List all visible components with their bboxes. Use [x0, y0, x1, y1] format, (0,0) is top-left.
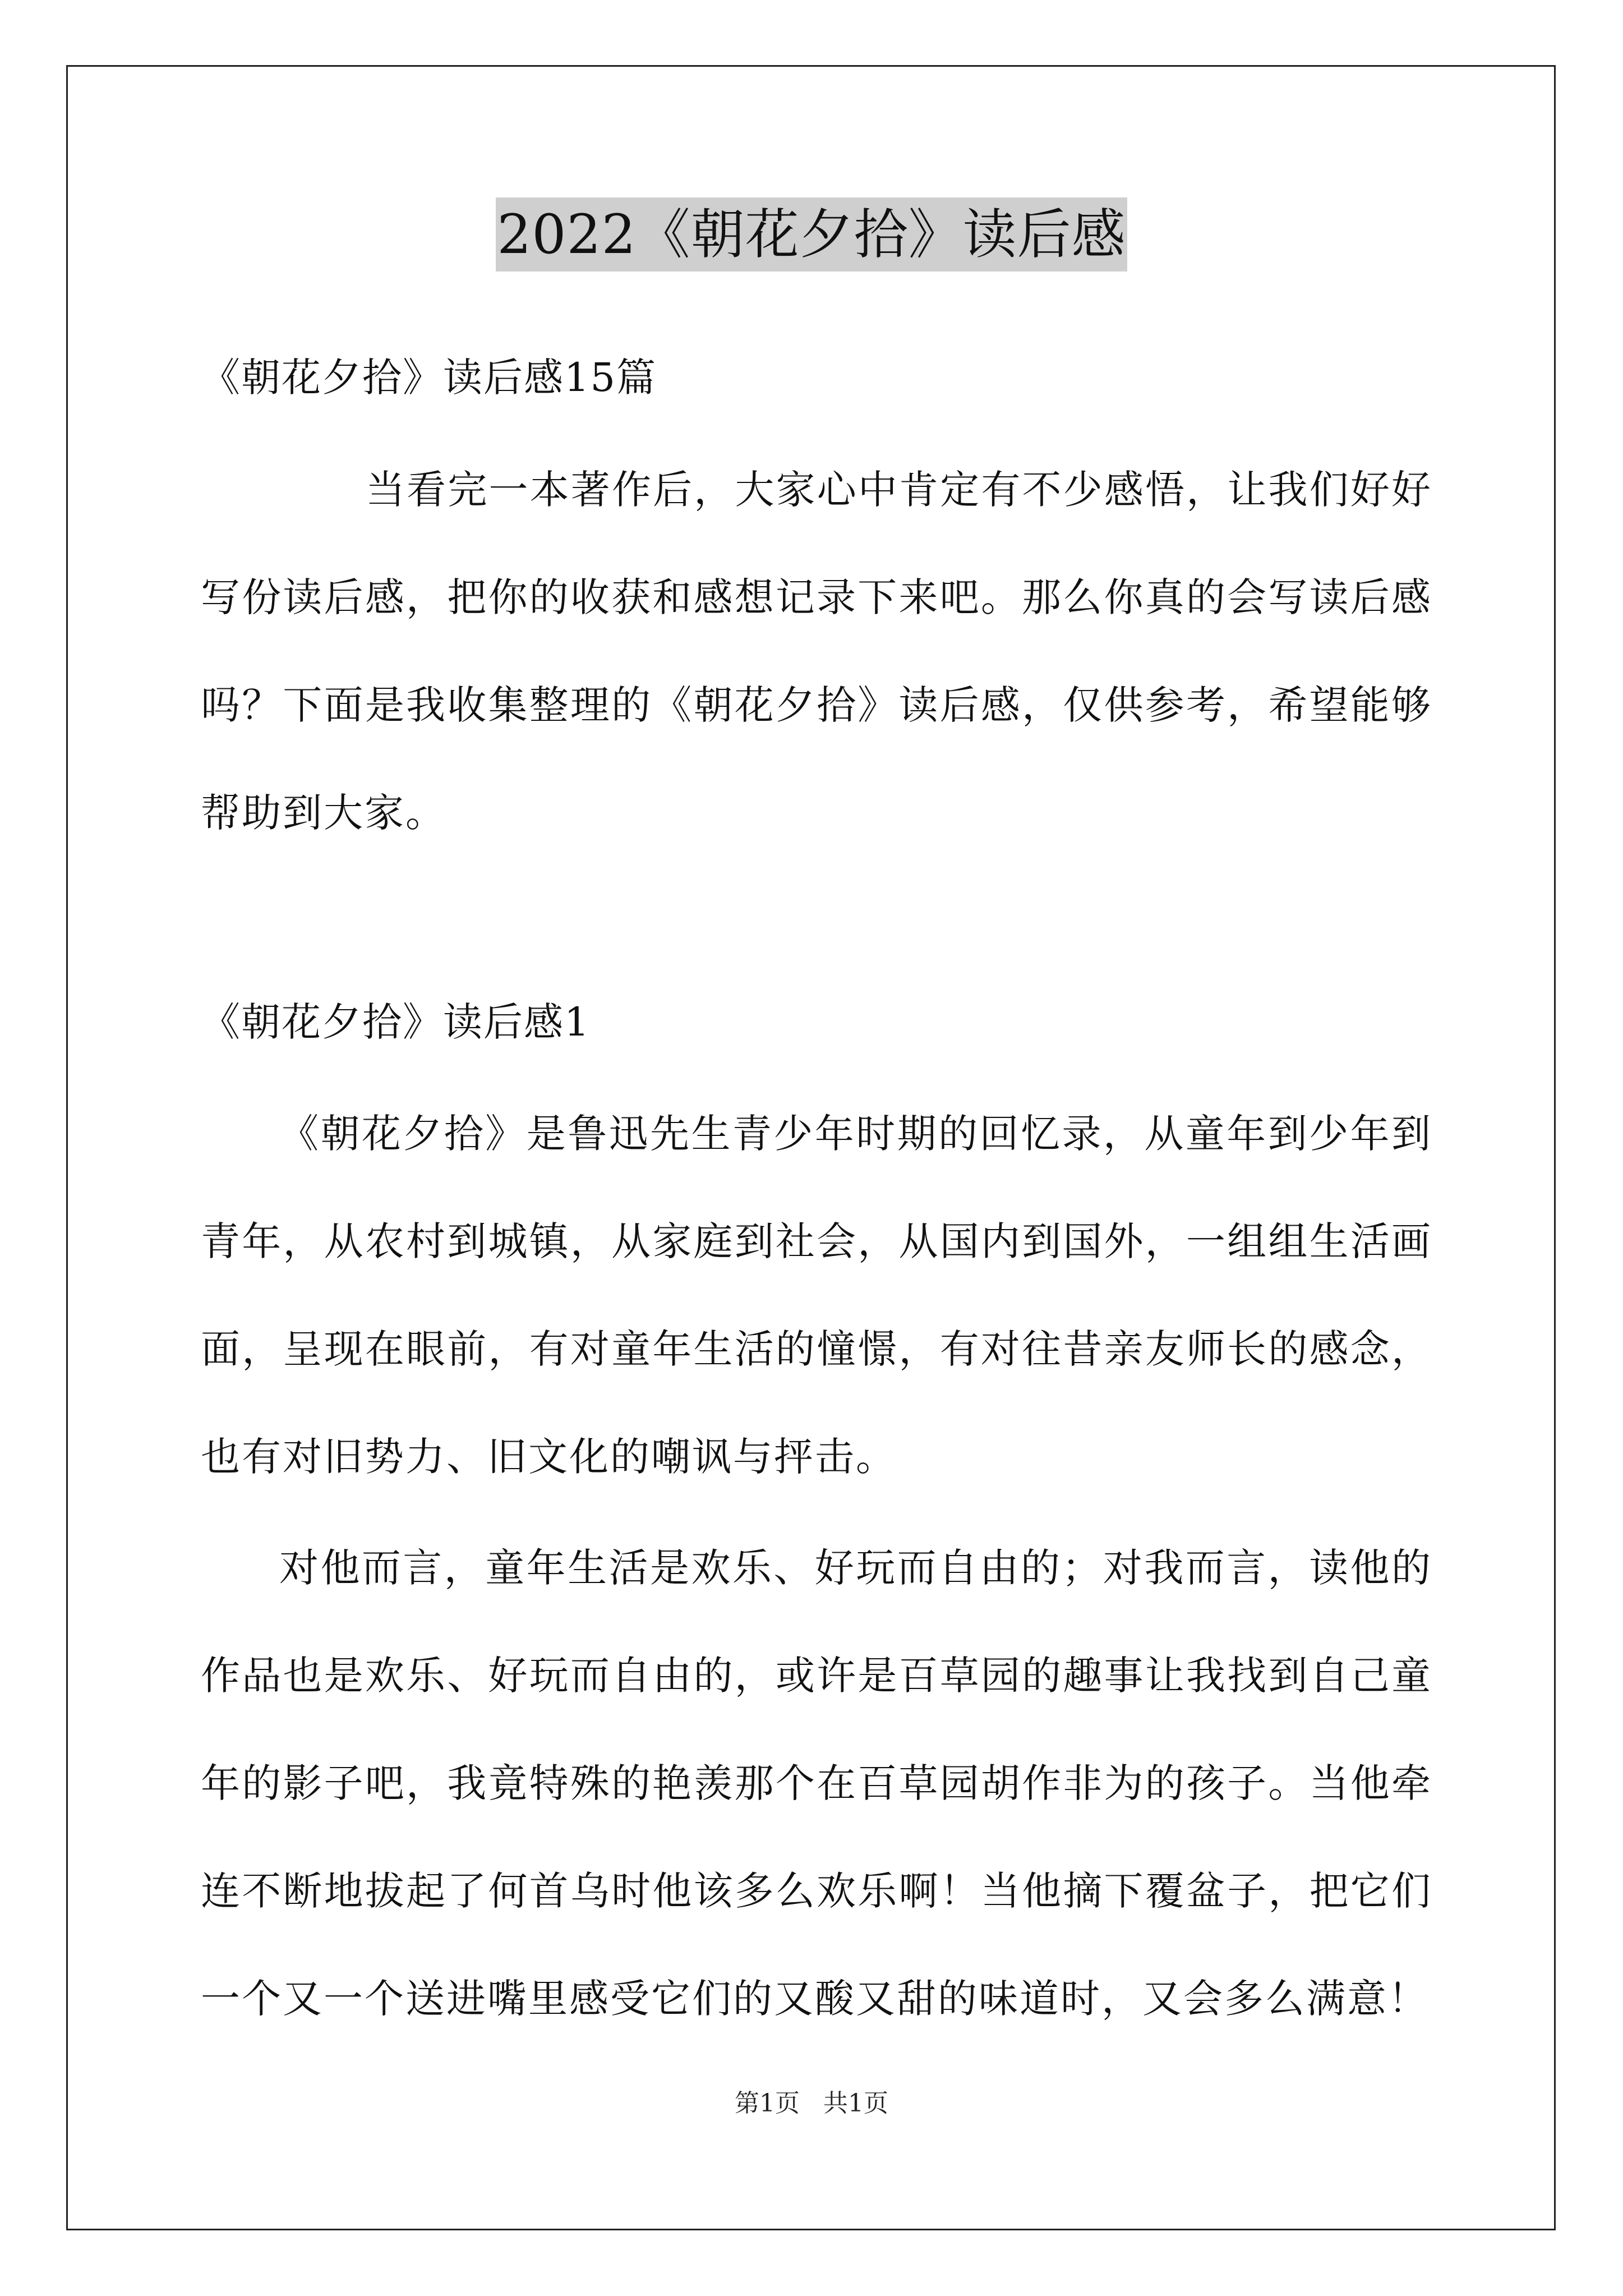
intro-block: [201, 436, 1432, 867]
title-container: [0, 197, 1623, 272]
document-subtitle: 《朝花夕拾》读后感15篇: [201, 355, 657, 401]
page-footer: 第1页 共1页: [735, 2089, 888, 2118]
body-paragraph-2: 对他而言，童年生活是欢乐、好玩而自由的；对我而言，读他的作品也是欢乐、好玩而自由的，或许是百草园的趣事让我找到自己童年的影子吧，我竟特殊的艳羡那个在百草园胡作非为的孩子。当他牵连不断地拔起了何首乌时他该多么欢乐啊！当他摘下覆盆子，把它们一个又一个送进嘴里感受它们的又酸又甜的味道时，又会多么满意！: [201, 1545, 1432, 2022]
section-heading: 《朝花夕拾》读后感1: [201, 999, 591, 1045]
body-block-2: [201, 1514, 1432, 2053]
body-block-1: [201, 1080, 1432, 1511]
document-title: 2022《朝花夕拾》读后感: [496, 197, 1127, 272]
body-paragraph-1: 《朝花夕拾》是鲁迅先生青少年时期的回忆录，从童年到少年到青年，从农村到城镇，从家庭到社会，从国内到国外，一组组生活画面，呈现在眼前，有对童年生活的憧憬，有对往昔亲友师长的感念，也有对旧势力、旧文化的嘲讽与抨击。: [201, 1111, 1432, 1480]
intro-paragraph: 当看完一本著作后，大家心中肯定有不少感悟，让我们好好写份读后感，把你的收获和感想记录下来吧。那么你真的会写读后感吗？下面是我收集整理的《朝花夕拾》读后感，仅供参考，希望能够帮助到大家。: [201, 467, 1432, 836]
